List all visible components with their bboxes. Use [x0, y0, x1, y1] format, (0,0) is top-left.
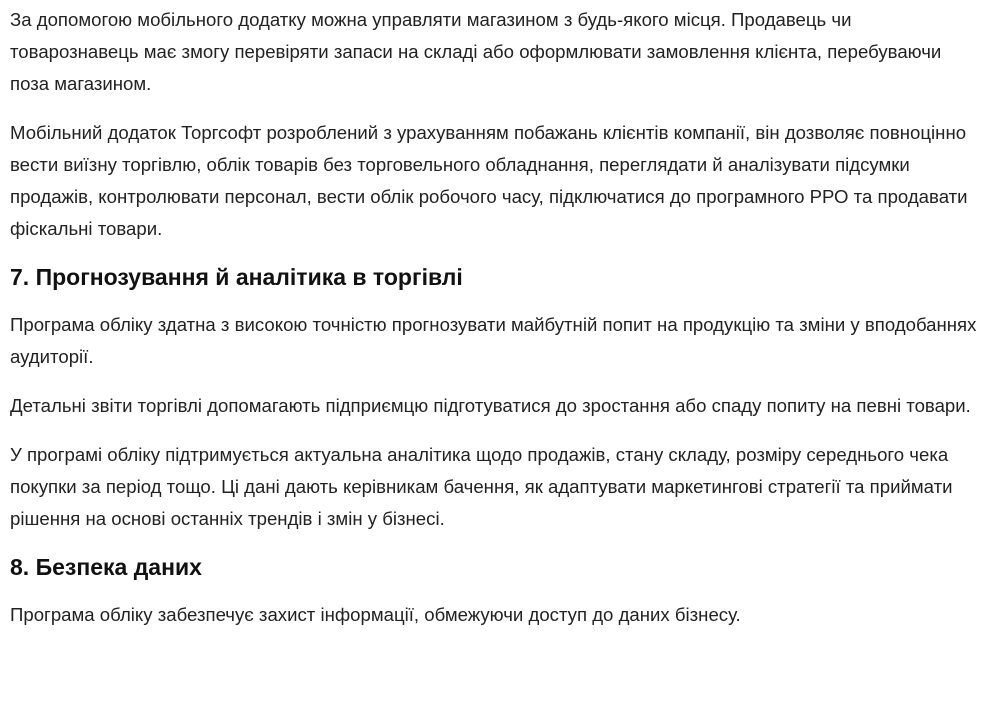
paragraph-torgsoft-mobile-app: Мобільний додаток Торгсофт розроблений з урахуванням побажань клієнтів компанії, він дозволяє повноцінно вести виїзну торгівлю, облік товарів без торговельного обладнання, переглядати й аналізувати підсумки продажів, контролювати персонал, вести облік робочого часу, підключатися до програмного РРО та продавати фіскальні товари. [10, 122, 968, 239]
paragraph-data-protection: Програма обліку забезпечує захист інформації, обмежуючи доступ до даних бізнесу. [10, 604, 741, 625]
paragraph-detailed-reports: Детальні звіти торгівлі допомагають підприємцю підготуватися до зростання або спаду попиту на певні товари. [10, 395, 971, 416]
section-heading-data-security: 8. Безпека даних [10, 554, 202, 580]
paragraph-mobile-app-management: За допомогою мобільного додатку можна управляти магазином з будь-якого місця. Продавець чи товарознавець має змогу перевіряти запаси на складі або оформлювати замовлення клієнта, перебуваючи поза магазином. [10, 9, 942, 94]
paragraph-analytics: У програмі обліку підтримується актуальна аналітика щодо продажів, стану складу, розміру середнього чека покупки за період тощо. Ці дані дають керівникам бачення, як адаптувати маркетингові стратегії та приймати рішення на основі останніх трендів і змін у бізнесі. [10, 444, 953, 529]
section-heading-forecasting: 7. Прогнозування й аналітика в торгівлі [10, 264, 463, 290]
paragraph-demand-forecast: Програма обліку здатна з високою точністю прогнозувати майбутній попит на продукцію та зміни у вподобаннях аудиторії. [10, 314, 977, 367]
